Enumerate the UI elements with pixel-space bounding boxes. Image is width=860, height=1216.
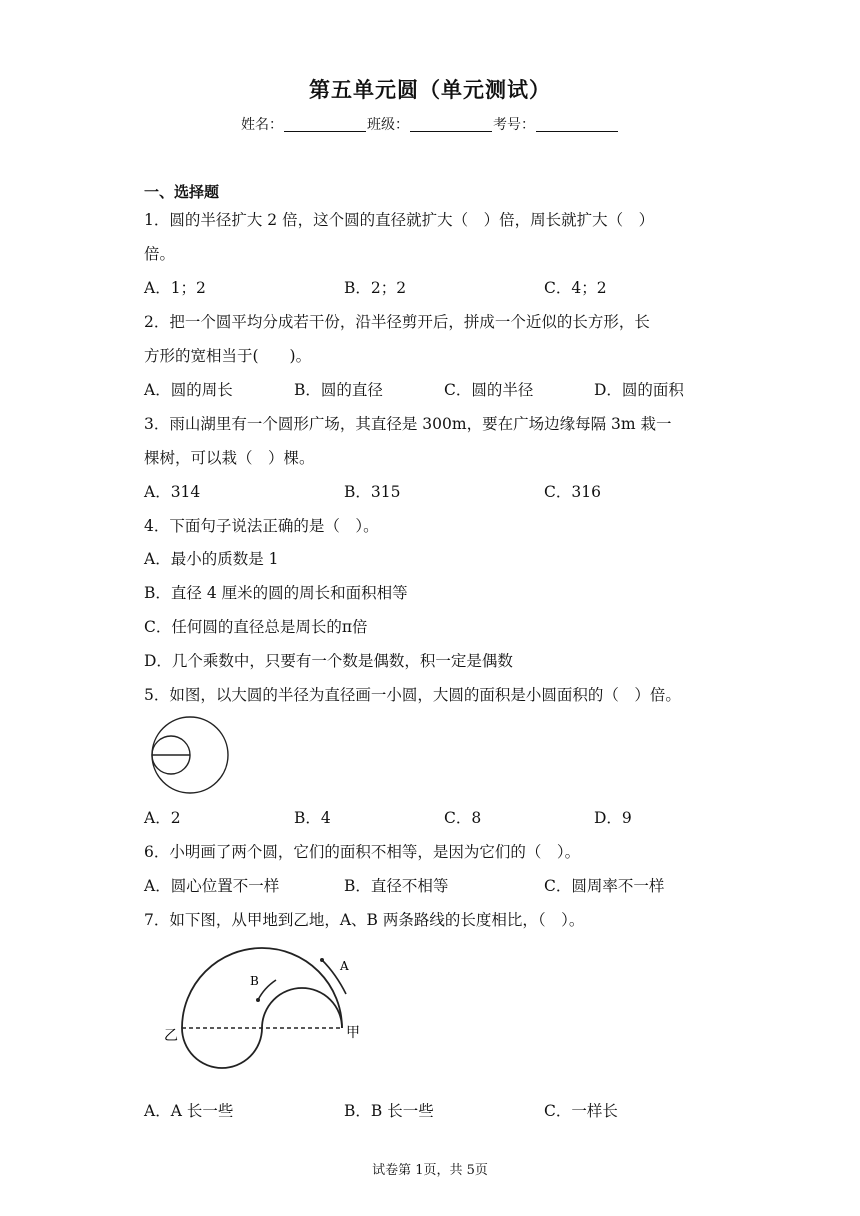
q5-option-d[interactable]: D．9 [594,809,632,827]
q1-option-b[interactable]: B．2；2 [344,279,407,297]
q4-option-a[interactable]: A．最小的质数是 1 [144,550,279,568]
exam-no-blank[interactable] [536,117,618,132]
q5-option-b[interactable]: B．4 [294,809,331,827]
q2-option-b[interactable]: B．圆的直径 [294,381,383,399]
q6-option-c[interactable]: C．圆周率不一样 [544,877,665,895]
question-7-line-1: 7．如下图，从甲地到乙地，A、B 两条路线的长度相比，（ ）。 [144,911,585,929]
question-6-line-1: 6．小明画了两个圆，它们的面积不相等，是因为它们的（ ）。 [144,843,581,861]
label-a: A [340,959,349,973]
q4-option-b[interactable]: B．直径 4 厘米的圆的周长和面积相等 [144,584,408,602]
question-5-line-1: 5．如图，以大圆的半径为直径画一小圆，大圆的面积是小圆面积的（ ）倍。 [144,686,681,704]
q5-option-a[interactable]: A．2 [144,809,181,827]
q6-option-b[interactable]: B．直径不相等 [344,877,449,895]
q5-option-c[interactable]: C．8 [444,809,482,827]
question-1-line-1: 1．圆的半径扩大 2 倍，这个圆的直径就扩大（ ）倍，周长就扩大（ ） [144,211,655,229]
route-b-lower-arc [182,1028,262,1068]
name-blank[interactable] [284,117,366,132]
question-5-circle-figure [144,709,236,801]
class-blank[interactable] [410,117,492,132]
q2-option-d[interactable]: D．圆的面积 [594,381,684,399]
page-title: 第五单元圆（单元测试） [309,78,551,102]
label-end: 甲 [346,1025,360,1041]
q4-option-d[interactable]: D．几个乘数中，只要有一个数是偶数，积一定是偶数 [144,652,513,670]
route-a-arrow-dot [320,958,324,962]
route-b-upper-arc [262,988,342,1028]
name-label: 姓名： [241,117,283,133]
q3-option-a[interactable]: A．314 [144,483,201,501]
q7-option-a[interactable]: A．A 长一些 [144,1102,234,1120]
q2-option-a[interactable]: A．圆的周长 [144,381,233,399]
route-b-arrow [258,980,276,1000]
question-2-line-2: 方形的宽相当于( )。 [144,347,312,365]
q1-option-a[interactable]: A．1；2 [144,279,206,297]
question-2-line-1: 2．把一个圆平均分成若干份，沿半径剪开后，拼成一个近似的长方形，长 [144,313,650,331]
route-b-arrow-dot [256,998,260,1002]
question-3-line-1: 3．雨山湖里有一个圆形广场，其直径是 300m，要在广场边缘每隔 3m 栽一 [144,415,672,433]
q2-option-c[interactable]: C．圆的半径 [444,381,534,399]
question-3-line-2: 棵树，可以栽（ ）棵。 [144,449,315,467]
exam-no-label: 考号： [493,117,535,133]
question-1-line-2: 倍。 [144,245,176,263]
q7-option-b[interactable]: B．B 长一些 [344,1102,434,1120]
label-b: B [250,974,259,988]
page-footer: 试卷第 1页，共 5页 [372,1163,488,1178]
class-label: 班级： [367,117,409,133]
label-start: 乙 [164,1028,178,1044]
route-a-arc [182,948,342,1028]
q6-option-a[interactable]: A．圆心位置不一样 [144,877,280,895]
question-4-line-1: 4．下面句子说法正确的是（ ）。 [144,517,379,535]
student-info [0,114,860,134]
section-title: 一、选择题 [144,183,220,201]
q7-option-c[interactable]: C．一样长 [544,1102,618,1120]
q3-option-c[interactable]: C．316 [544,483,601,501]
q4-option-c[interactable]: C．任何圆的直径总是周长的π倍 [144,618,368,636]
q1-option-c[interactable]: C．4；2 [544,279,607,297]
q3-option-b[interactable]: B．315 [344,483,401,501]
question-7-route-figure [160,940,370,1080]
